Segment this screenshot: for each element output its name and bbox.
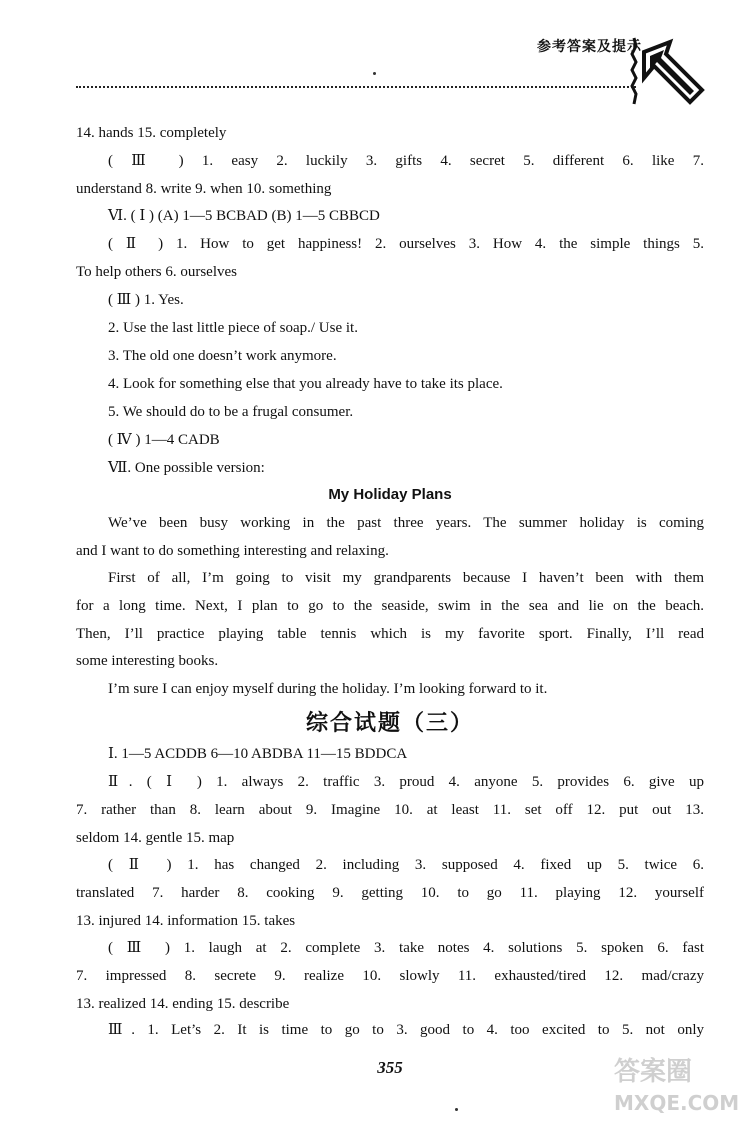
answer-line: 3. The old one doesn’t work anymore. [108, 348, 337, 364]
answer-line: ( Ⅲ ) 1. easy 2. luckily 3. gifts 4. secret 5. different 6. like 7. [108, 153, 704, 169]
essay-line: and I want to do something interesting and relaxing. [76, 543, 389, 559]
essay-title: My Holiday Plans [328, 486, 452, 503]
speck [373, 72, 376, 75]
section-title: 综合试题（三） [305, 711, 474, 736]
watermark-logo [610, 1048, 740, 1118]
answer-line: ( Ⅳ ) 1—4 CADB [108, 432, 220, 448]
answer-line: Ⅶ. One possible version: [108, 460, 265, 476]
header-title: 参考答案及提示 [537, 39, 642, 55]
answer-line: translated 7. harder 8. cooking 9. getting 10. to go 11. playing 12. yourself [76, 885, 704, 901]
answer-line: 5. We should do to be a frugal consumer. [108, 404, 354, 420]
answer-line: 14. hands 15. completely [76, 125, 227, 141]
watermark-text: 答案圈 [614, 1057, 693, 1087]
answer-line: 2. Use the last little piece of soap./ Use it. [108, 320, 358, 336]
answer-line: understand 8. write 9. when 10. something [76, 181, 332, 197]
answer-line: ( Ⅲ ) 1. Yes. [108, 292, 184, 308]
essay-line: Then, I’ll practice playing table tennis which is my favorite sport. Finally, I’ll read [76, 626, 704, 642]
answer-line: 13. injured 14. information 15. takes [76, 913, 296, 929]
answer-line: seldom 14. gentle 15. map [76, 830, 235, 846]
answer-line: Ⅰ. 1—5 ACDDB 6—10 ABDBA 11—15 BDDCA [108, 746, 408, 762]
essay-line: for a long time. Next, I plan to go to the seaside, swim in the sea and lie on the beach. [76, 598, 704, 614]
header-divider [76, 86, 636, 88]
answer-line: ( Ⅱ ) 1. How to get happiness! 2. ourselves 3. How 4. the simple things 5. [108, 236, 704, 252]
answer-line: ( Ⅱ ) 1. has changed 2. including 3. supposed 4. fixed up 5. twice 6. [108, 857, 704, 873]
answer-line: Ⅲ. 1. Let’s 2. It is time to go to 3. good to 4. too excited to 5. not only [108, 1022, 704, 1038]
answer-line: 7. impressed 8. secrete 9. realize 10. slowly 11. exhausted/tired 12. mad/crazy [76, 968, 704, 984]
answer-line: 4. Look for something else that you already have to take its place. [108, 376, 503, 392]
essay-line: First of all, I’m going to visit my grandparents because I haven’t been with them [108, 570, 704, 586]
answer-line: ( Ⅲ ) 1. laugh at 2. complete 3. take notes 4. solutions 5. spoken 6. fast [108, 940, 704, 956]
page-number: 355 [377, 1058, 403, 1077]
answer-line: Ⅱ. ( Ⅰ ) 1. always 2. traffic 3. proud 4. anyone 5. provides 6. give up [108, 774, 704, 790]
speck [455, 1108, 458, 1111]
essay-line: I’m sure I can enjoy myself during the holiday. I’m looking forward to it. [108, 681, 548, 697]
watermark-url: MXQE.COM [614, 1091, 740, 1115]
answer-line: To help others 6. ourselves [76, 264, 238, 280]
arrow-icon [630, 34, 706, 110]
answer-line: 13. realized 14. ending 15. describe [76, 996, 290, 1012]
answer-line: Ⅵ. ( Ⅰ ) (A) 1—5 BCBAD (B) 1—5 CBBCD [108, 208, 380, 224]
answer-line: 7. rather than 8. learn about 9. Imagine 10. at least 11. set off 12. put out 13. [76, 802, 704, 818]
essay-line: some interesting books. [76, 653, 219, 669]
essay-line: We’ve been busy working in the past three years. The summer holiday is coming [108, 515, 704, 531]
